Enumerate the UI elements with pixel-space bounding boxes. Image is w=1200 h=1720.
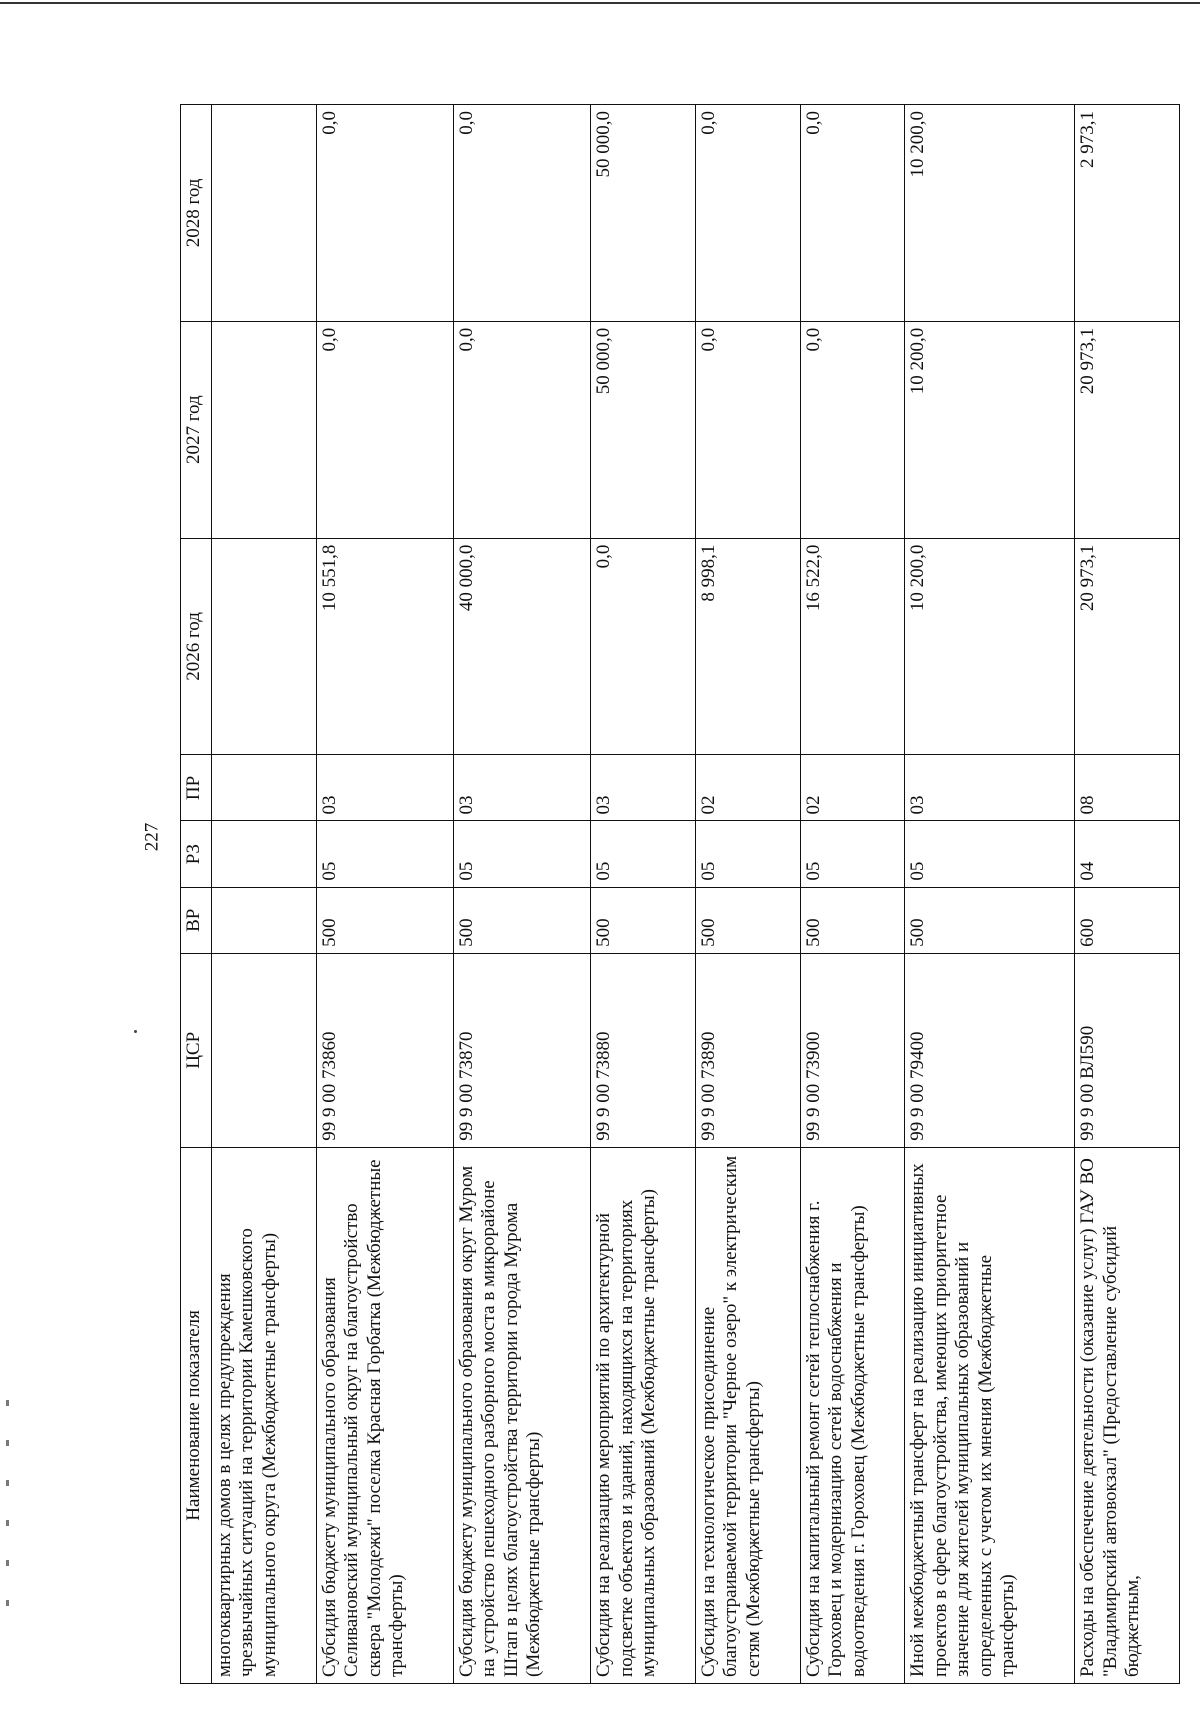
table-row — [905, 105, 1075, 1684]
row-2027: 50 000,0 — [591, 321, 696, 538]
row-2028: 0,0 — [316, 105, 453, 322]
row-rz: 05 — [695, 821, 800, 887]
table-row — [212, 105, 317, 1684]
row-vr: 500 — [591, 887, 696, 953]
row-pr: 08 — [1075, 755, 1180, 821]
header-pr: ПР — [181, 755, 212, 821]
row-2027: 0,0 — [316, 321, 453, 538]
row-2027: 20 973,1 — [1075, 321, 1180, 538]
row-pr: 03 — [453, 755, 590, 821]
row-vr: 500 — [905, 887, 1075, 953]
row-name: Субсидия на технологическое присоединение благоустраиваемой территории "Черное озеро" к электрическим сетям (Межбюджетные трансферты) — [695, 1147, 800, 1683]
row-csr: 99 9 00 73860 — [316, 953, 453, 1147]
row-2026: 8 998,1 — [695, 538, 800, 755]
row-2028: 0,0 — [453, 105, 590, 322]
row-csr — [212, 953, 317, 1147]
row-name: Иной межбюджетный трансферт на реализацию инициативных проектов в сфере благоустройства, имеющих приоритетное значение для жителей муниципальных образований и определенных с учетом их мнения (Межбюджетные трансферты) — [905, 1147, 1075, 1683]
row-vr: 500 — [800, 887, 905, 953]
row-csr: 99 9 00 73900 — [800, 953, 905, 1147]
header-name: Наименование показателя — [181, 1147, 212, 1683]
row-name: Субсидия бюджету муниципального образования Селивановский муниципальный округ на благоустройство сквера "Молодежи" поселка Красная Горбатка (Межбюджетные трансферты) — [316, 1147, 453, 1683]
row-rz: 05 — [591, 821, 696, 887]
row-2027: 10 200,0 — [905, 321, 1075, 538]
table-row — [591, 105, 696, 1684]
scan-edge-marks — [6, 1400, 9, 1640]
row-2027 — [212, 321, 317, 538]
row-pr: 02 — [800, 755, 905, 821]
top-edge-rule — [0, 2, 1200, 4]
row-2028: 10 200,0 — [905, 105, 1075, 322]
header-vr: ВР — [181, 887, 212, 953]
header-csr: ЦСР — [181, 953, 212, 1147]
row-pr: 03 — [591, 755, 696, 821]
row-name: Субсидия на капитальный ремонт сетей теплоснабжения г. Гороховец и модернизацию сетей водоснабжения и водоотведения г. Гороховец (Межбюджетные трансферты) — [800, 1147, 905, 1683]
row-csr: 99 9 00 73880 — [591, 953, 696, 1147]
row-rz: 05 — [905, 821, 1075, 887]
row-rz: 05 — [316, 821, 453, 887]
header-2026: 2026 год — [181, 538, 212, 755]
header-rz: РЗ — [181, 821, 212, 887]
row-name: многоквартирных домов в целях предупреждения чрезвычайных ситуаций на территории Камешковского муниципального округа (Межбюджетные трансферты) — [212, 1147, 317, 1683]
row-vr: 500 — [453, 887, 590, 953]
row-2027: 0,0 — [800, 321, 905, 538]
row-rz: 05 — [453, 821, 590, 887]
row-rz: 05 — [800, 821, 905, 887]
table-row — [453, 105, 590, 1684]
row-2026: 16 522,0 — [800, 538, 905, 755]
row-pr: 03 — [905, 755, 1075, 821]
table-row — [1075, 105, 1180, 1684]
row-pr: 02 — [695, 755, 800, 821]
row-csr: 99 9 00 73870 — [453, 953, 590, 1147]
budget-table-container — [180, 104, 1180, 1684]
row-2028: 50 000,0 — [591, 105, 696, 322]
row-2028: 0,0 — [800, 105, 905, 322]
row-vr: 500 — [695, 887, 800, 953]
row-csr: 99 9 00 ВЛ590 — [1075, 953, 1180, 1147]
header-2028: 2028 год — [181, 105, 212, 322]
row-vr: 500 — [316, 887, 453, 953]
row-2028 — [212, 105, 317, 322]
row-2026: 40 000,0 — [453, 538, 590, 755]
header-2027: 2027 год — [181, 321, 212, 538]
row-vr: 600 — [1075, 887, 1180, 953]
budget-table — [180, 104, 1180, 1684]
row-2026 — [212, 538, 317, 755]
row-2028: 0,0 — [695, 105, 800, 322]
row-vr — [212, 887, 317, 953]
row-2026: 10 551,8 — [316, 538, 453, 755]
table-header-row — [181, 105, 212, 1684]
table-row — [800, 105, 905, 1684]
row-name: Субсидия на реализацию мероприятий по архитектурной подсветке объектов и зданий, находящихся на территориях муниципальных образований (Межбюджетные трансферты) — [591, 1147, 696, 1683]
row-2026: 10 200,0 — [905, 538, 1075, 755]
row-pr: 03 — [316, 755, 453, 821]
row-csr: 99 9 00 79400 — [905, 953, 1075, 1147]
row-2028: 2 973,1 — [1075, 105, 1180, 322]
rotated-table — [180, 104, 1180, 1684]
row-2026: 20 973,1 — [1075, 538, 1180, 755]
row-csr: 99 9 00 73890 — [695, 953, 800, 1147]
row-pr — [212, 755, 317, 821]
table-row — [316, 105, 453, 1684]
row-2027: 0,0 — [453, 321, 590, 538]
scan-dot — [134, 1030, 137, 1033]
row-rz — [212, 821, 317, 887]
row-2026: 0,0 — [591, 538, 696, 755]
page-number: 227 — [141, 822, 163, 852]
row-2027: 0,0 — [695, 321, 800, 538]
table-row — [695, 105, 800, 1684]
row-name: Субсидия бюджету муниципального образования округ Муром на устройство пешеходного разборного моста в микрорайоне Штап в целях благоустройства территории города Мурома (Межбюджетные трансферты) — [453, 1147, 590, 1683]
row-name: Расходы на обеспечение деятельности (оказание услуг) ГАУ ВО "Владимирский автовокзал" (Предоставление субсидий бюджетным, — [1075, 1147, 1180, 1683]
row-rz: 04 — [1075, 821, 1180, 887]
